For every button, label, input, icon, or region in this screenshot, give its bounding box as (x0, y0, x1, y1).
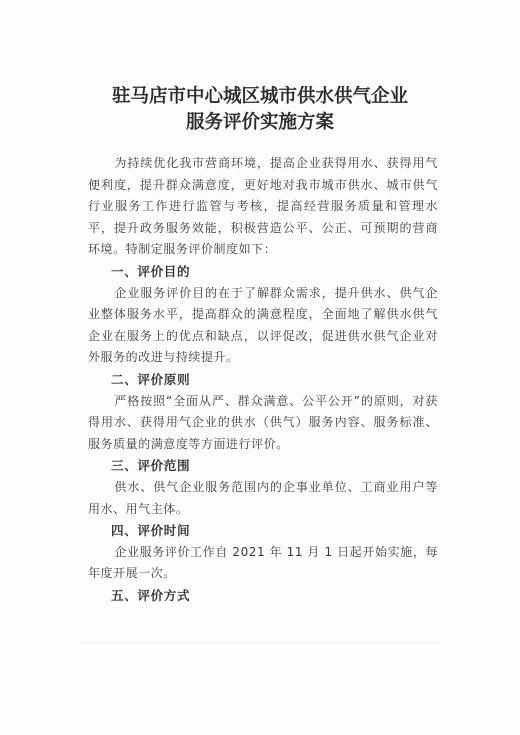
page-divider (80, 642, 440, 643)
section-heading-principle: 二、评价原则 (111, 371, 191, 387)
section-heading-purpose: 一、评价目的 (111, 263, 191, 279)
document-title (0, 84, 520, 136)
title-line-2: 服务评价实施方案 (185, 112, 334, 133)
title-line-1: 驻马店市中心城区城市供水供气企业 (111, 86, 408, 107)
section-heading-method: 五、评价方式 (111, 587, 191, 603)
section-text-purpose: 企业服务评价目的在于了解群众需求，提升供水、供气企业整体服务水平，提高群众的满意程度，全面地了解供水供气企业在服务上的优点和缺点，以评促改，促进供水供气企业对外服务的改进与持续提升。 (88, 285, 438, 365)
section-text-time: 企业服务评价工作自 2021 年 11 月 1 日起开始实施，每年度开展一次。 (88, 544, 438, 581)
section-text-principle: 严格按照“全面从严、群众满意、公平公开”的原则，对获得用水、获得用气企业的供水（供气）服务内容、服务标准、服务质量的满意度等方面进行评价。 (88, 393, 438, 451)
intro-paragraph: 为持续优化我市营商环境，提高企业获得用水、获得用气便利度，提升群众满意度，更好地对我市城市供水、城市供气行业服务工作进行监管与考核，提高经营服务质量和管理水平，提升政务服务效能，积极营造公平、公正、可预期的营商环境。特制定服务评价制度如下： (88, 156, 438, 257)
section-heading-time: 四、评价时间 (111, 523, 191, 539)
section-heading-scope: 三、评价范围 (111, 458, 191, 474)
section-text-scope: 供水、供气企业服务范围内的企事业单位、工商业用户等用水、用气主体。 (88, 479, 438, 516)
document-body (88, 153, 438, 606)
